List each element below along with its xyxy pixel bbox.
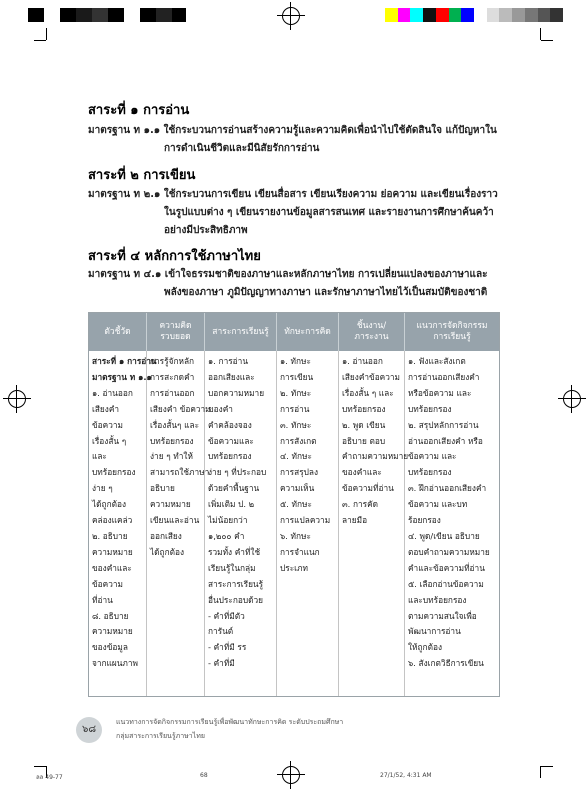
page-number: ๖๘ [76,717,102,743]
table-cell-line: บทร้อยกรอง [342,403,386,414]
registration-mark-right [563,390,581,408]
table-cell-line: ๖. สังเกตวิธีการเขียน [408,658,484,669]
standard-label: มาตรฐาน ท ๒.๑ [88,189,161,200]
table-cell-line: ข้อความและ [208,435,254,446]
table-cell-line: การสรุปลง [280,467,319,478]
table-cell-line: สาระที่ ๑ การอ่าน [92,356,157,366]
standard-line: การดำเนินชีวิตและมีนิสัยรักการอ่าน [164,143,320,154]
table-cell-line: การสังเกต [280,435,317,446]
table-cell-line: สามารถใช้ภาษา [150,467,210,478]
table-cell-line: ๒. อธิบาย [92,530,128,541]
table-cell-line: ง่าย ๆ ที่ประกอบ [208,467,267,478]
table-cell-line: ๑. การอ่าน [208,356,248,366]
table-cell-line: การเขียน [280,371,314,382]
table-cell-line: การอ่าน [280,403,310,414]
table-cell-line: บทร้อยกรอง [208,451,252,462]
table-cell-line: ข้อความ และ [408,451,457,462]
table-cell-line: ๖. ทักษะ [280,530,311,541]
table-cell-line: ๓. ฝึกอ่านออกเสียงคำ [408,483,487,494]
printer-gray-bar [28,8,186,22]
standard-thai-usage [88,266,520,302]
table-cell-line: ออกเสียงและ [208,371,255,382]
crop-mark [540,28,541,40]
table-cell-line: ๑,๒๐๐ คำ [208,530,245,541]
table-cell-line: เสียงคำ ข้อความ [150,403,211,414]
table-cell-line: อื่นประกอบด้วย [208,594,264,605]
table-cell-line: การอ่านออกเสียงคำ [408,371,480,382]
table-cell-line: ๑. ฟังและสังเกต [408,356,466,366]
section-title-writing: สาระที่ ๒ การเขียน [88,168,196,183]
table-cell-line: การันต์ [208,626,234,637]
standard-line: อย่างมีประสิทธิภาพ [164,225,248,236]
table-cell-indicator [89,351,157,696]
crop-mark [46,28,47,40]
table-header-row [89,313,499,351]
table-cell-line: หรือข้อความ และ [408,387,472,398]
table-cell-line: บทร้อยกรอง [92,467,136,478]
table-cell-line: รวมทั้ง คำที่ใช้ [208,546,261,557]
table-cell-line: ตอบคำถามความหมาย [408,546,490,557]
table-cell-line: ๒. พูด เขียน [342,419,386,430]
table-cell-line: พัฒนาการอ่าน [408,626,461,637]
standard-line: ในรูปแบบต่าง ๆ เขียนรายงานข้อมูลสารสนเทศ และรายงานการศึกษาค้นคว้า [164,207,494,218]
standard-line: ใช้กระบวนการเขียน เขียนสื่อสาร เขียนเรียงความ ย่อความ และเขียนเรื่องราว [163,189,498,200]
table-cell-line: เพิ่มเติม ป. ๒ [208,499,255,510]
table-cell-line: ๓. การคัด [342,499,379,510]
standard-line: เข้าใจธรรมชาติของภาษาและหลักภาษาไทย การเปลี่ยนแปลงของภาษาและ [164,269,488,280]
standard-writing [88,186,520,240]
print-slug-page: 68 [200,772,208,779]
table-cell-line: การจำแนก [280,546,320,557]
table-header-indicator: ตัวชี้วัด [89,313,147,351]
table-cell-line: จากแผนภาพ [92,658,139,669]
table-cell-task [339,351,409,696]
table-cell-line: ให้ถูกต้อง [408,642,442,653]
table-cell-line: อธิบาย [150,483,175,494]
registration-mark-bottom [282,766,300,784]
table-cell-line: เขียนและอ่าน [150,515,200,526]
table-cell-activity [405,351,499,696]
table-header-thinking-skill: ทักษะการคิด [277,313,339,351]
table-cell-line: ของคำ [208,403,233,414]
table-cell-line: ๑. อ่านออก [342,356,383,366]
footer-subject-group: กลุ่มสาระการเรียนรู้ภาษาไทย [116,732,205,740]
table-cell-line: ด้วยคำพื้นฐาน [208,483,260,494]
table-cell-line: เรียนรู้ในกลุ่ม [208,562,256,573]
crop-mark [541,766,553,767]
table-cell-line: ตามความสนใจเพื่อ [408,610,477,621]
table-cell-line: ๑. อ่านออก [92,387,133,398]
table-cell-line: - คำที่มี รร [208,642,247,653]
footer-book-title: แนวทางการจัดกิจกรรมการเรียนรู้เพื่อพัฒนาทักษะการคิด ระดับประถมศึกษา [116,718,344,726]
table-cell-line: และ [92,451,107,462]
table-cell-line: - คำที่มี [208,658,235,669]
registration-mark-top [282,7,300,25]
table-header-content: สาระการเรียนรู้ [205,313,277,351]
table-header-concept: ความคิด รวบยอด [147,313,205,351]
table-cell-line: ข้อความ [92,419,123,430]
table-cell-line: - คำที่มีตัว [208,610,245,621]
table-cell-line: ๓. ทักษะ [280,419,312,430]
table-cell-line: ๑. ทักษะ [280,356,311,366]
table-cell-line: บทร้อยกรอง [150,435,194,446]
table-cell-line: มาตรฐาน ท ๑.๑ [92,371,152,382]
registration-mark-left [8,390,26,408]
printer-color-bar [385,8,563,22]
table-cell-line: ความหมาย [92,626,133,637]
table-cell-line: เรื่องสั้น ๆ และ [342,387,394,398]
table-header-activity: แนวการจัดกิจกรรม การเรียนรู้ [416,321,488,342]
table-cell-line: คำถามความหมาย [342,451,409,462]
table-header-task: ชิ้นงาน/ ภาระงาน [339,313,405,351]
table-cell-line: ข้อความ และบท [408,499,468,510]
table-cell-line: บทร้อยกรอง [408,467,452,478]
table-cell-line: การแปลความ [280,515,331,526]
table-cell-line: ความหมาย [92,546,133,557]
table-cell-line: การสะกดคำ [150,371,195,382]
standard-label: มาตรฐาน ท ๑.๑ [88,125,161,136]
table-cell-line: เรื่องสั้น ๆ [92,435,127,446]
table-cell-line: บอกความหมาย [208,387,265,398]
learning-plan-table [88,312,500,697]
table-cell-line: ข้อความ [92,578,123,589]
table-cell-line: ได้ถูกต้อง [92,499,127,510]
table-cell-line: ความเห็น [280,483,315,494]
table-cell-line: คำและข้อความที่อ่าน [408,562,485,573]
table-cell-line: การรู้จักหลัก [150,356,195,366]
crop-mark [34,40,46,41]
table-cell-concept [147,351,211,696]
table-cell-line: ของคำและ [342,467,382,478]
standard-line: ใช้กระบวนการอ่านสร้างความรู้และความคิดเพื่อนำไปใช้ตัดสินใจ แก้ปัญหาใน [163,125,497,136]
table-cell-line: ง่าย ๆ [92,483,113,494]
crop-mark [541,40,553,41]
print-slug-date: 27/1/52, 4:31 AM [380,772,432,779]
table-cell-line: ประเภท [280,562,308,573]
table-cell-line: ข้อความที่อ่าน [342,483,394,494]
table-cell-content [205,351,277,696]
table-cell-line: คล่องแคล่ว [92,515,133,526]
table-cell-line: เรื่องสั้นๆ และ [150,419,200,430]
table-cell-line: เสียงคำ [92,403,120,414]
table-cell-line: ง่าย ๆ ทำให้ [150,451,193,462]
table-cell-line: ๕. ทักษะ [280,499,312,510]
table-cell-line: และบทร้อยกรอง [408,594,467,605]
table-cell-line: ๕. เลือกอ่านข้อความ [408,578,484,589]
standard-reading [88,122,520,158]
table-cell-line: ออกเสียง [150,530,182,541]
table-body-row [89,351,499,696]
table-cell-line: ความหมาย [150,499,191,510]
print-slug-file: ลล 49-77 [36,774,63,781]
standard-line: พลังของภาษา ภูมิปัญญาทางภาษา และรักษาภาษาไทยไว้เป็นสมบัติของชาติ [164,287,488,298]
table-cell-line: ที่อ่าน [92,594,113,605]
table-cell-line: ไม่น้อยกว่า [208,515,248,526]
section-title-thai-usage: สาระที่ ๔ หลักการใช้ภาษาไทย [88,249,261,264]
table-cell-line: อ่านออกเสียงคำ หรือ [408,435,483,446]
table-cell-line: ๒. ทักษะ [280,387,312,398]
table-cell-line: ของคำและ [92,562,132,573]
table-cell-line: การอ่านออก [150,387,195,398]
table-cell-line: สาระการเรียนรู้ [208,578,264,589]
table-cell-line: ของข้อมูล [92,642,128,653]
crop-mark [540,766,541,778]
table-cell-line: ๔. พูด/เขียน อธิบาย [408,530,480,541]
table-cell-line: ได้ถูกต้อง [150,546,185,557]
table-cell-thinking-skill [277,351,339,696]
table-cell-line: บทร้อยกรอง [408,403,452,414]
crop-mark [34,766,46,767]
standard-label: มาตรฐาน ท ๔.๑ [88,269,162,280]
table-cell-line: ๘. อธิบาย [92,610,129,621]
section-title-reading: สาระที่ ๑ การอ่าน [88,103,190,118]
table-cell-line: อธิบาย ตอบ [342,435,386,446]
table-cell-line: ลายมือ [342,515,368,526]
table-cell-line: เสียงคำข้อความ [342,371,401,382]
table-cell-line: ร้อยกรอง [408,515,441,526]
table-cell-line: ๒. สรุปหลักการอ่าน [408,419,479,430]
table-cell-line: ๔. ทักษะ [280,451,312,462]
table-cell-line: คำคล้องจอง [208,419,252,430]
